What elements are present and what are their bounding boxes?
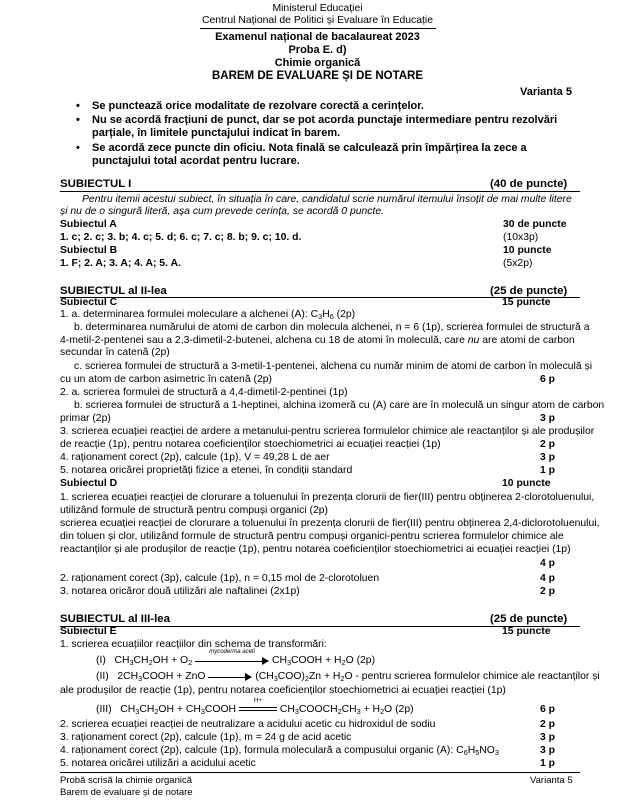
- c2a-line: 2. a. scrierea formulei de structură a 4,4-dimetil-2-pentinei (1p): [60, 387, 348, 398]
- s2c-title: Subiectul C: [60, 297, 118, 308]
- c4-line: 4. raționament corect (2p), calcule (1p), V = 49,28 L de aer: [60, 452, 330, 463]
- ministry-name: Ministerul Educației: [272, 3, 363, 14]
- e5-score: 1 p: [540, 758, 556, 769]
- s1-points: (40 de puncte): [490, 178, 568, 190]
- reaction-2-arrow-icon: [208, 671, 252, 681]
- exam-title: Examenul național de bacalaureat 2023: [215, 31, 420, 43]
- c3-line-1: 3. scrierea ecuației reacției de ardere a metanului-pentru scrierea formulelor chimice ale reactanților și ale produșilor: [60, 426, 595, 437]
- s1a-answers: 1. c; 2. c; 3. b; 4. c; 5. d; 6. c; 7. c; 8. b; 9. c; 10. d.: [60, 232, 302, 243]
- s2d-points: 10 puncte: [502, 478, 551, 489]
- s3e-points: 15 puncte: [502, 626, 551, 637]
- c2b-line-2: primar (2p): [60, 413, 111, 424]
- s1-note-1: Pentru itemii acestui subiect, în situația în care, candidatul scrie numărul itemului însoțit de mai multe litere: [82, 194, 572, 205]
- c1c-line-1: c. scrierea formulei de structură a 3-metil-1-pentenei, alchena cu număr minim de atomi de carbon în moleculă și: [74, 361, 593, 372]
- e3-score: 3 p: [540, 732, 556, 743]
- barem-title: BAREM DE EVALUARE ȘI DE NOTARE: [211, 70, 424, 82]
- d1-line-2: utilizând formule de structură pentru compuși organici (2p): [60, 505, 328, 516]
- subject-title: Chimie organică: [274, 57, 361, 69]
- s3-points: (25 de puncte): [490, 613, 568, 625]
- s3-title: SUBIECTUL al III-lea: [60, 613, 170, 625]
- s2-points: (25 de puncte): [490, 285, 568, 297]
- bullet-3: • Se acordă zece puncte din oficiu. Nota finală se calculează prin împărțirea la zece a: [76, 142, 527, 154]
- s1b-title: Subiectul B: [60, 245, 118, 256]
- c1-score: 6 p: [540, 374, 556, 385]
- s2d-title: Subiectul D: [60, 478, 118, 489]
- bullet-1: • Se punctează orice modalitate de rezolvare corectă a cerințelor.: [76, 100, 424, 112]
- c2b-line-1: b. scrierea formulei de structură a 1-heptinei, alchina izomeră cu (A) care are în moleculă un singur atom de carbon: [74, 400, 605, 411]
- s1-note-2: și nu de o singură literă, așa cum prevede cerința, se acordă 0 puncte.: [60, 206, 385, 217]
- footer-line-2: Barem de evaluare și de notare: [60, 787, 193, 798]
- reaction-3-left: $CH_3CH_2OH$ + $CH_3COOH$: [120, 704, 237, 716]
- bullet-2: • Nu se acordă fracțiuni de punct, dar se pot acorda punctaje intermediare pentru rezolvări: [76, 114, 558, 126]
- bullet-2-cont: parțiale, în limitele punctajului indicat în barem.: [92, 127, 341, 139]
- proba-title: Proba E. d): [288, 44, 347, 56]
- s1-divider: [60, 191, 580, 192]
- d1-line-5: reactanților și ale produșilor de reacție (1p), pentru notarea coeficienților stoechiometrici ai ecuației reacției (1p): [60, 544, 571, 555]
- e4-score: 3 p: [540, 745, 556, 756]
- c2-score: 3 p: [540, 413, 556, 424]
- center-name: Centrul Național de Politici și Evaluare în Educație: [201, 15, 434, 26]
- e4-line: 4. raționament corect (2p), calcule (1p), formula moleculară a compusului organic (A): $C_6H_5NO_3$: [60, 745, 499, 757]
- e5-line: 5. notarea oricărei utilizări a acidului acetic: [60, 758, 256, 769]
- c4-score: 3 p: [540, 452, 556, 463]
- footer-line-1: Probă scrisă la chimie organică: [60, 775, 193, 786]
- e1-score: 6 p: [540, 704, 556, 715]
- c1c-line-2: cu un atom de carbon asimetric în catenă (2p): [60, 374, 272, 385]
- d1-line-3: scrierea ecuației reacției de clorurare a toluenului în prezența clorurii de fier(III) pentru obținerea 2,4-diclorotoluenului,: [60, 518, 600, 529]
- c1b-line-2: 4-metil-2-pentenei sau a 2,3-dimetil-2-butenei, alchena cu 18 de atomi în moleculă, care nu are atomi de carbon: [60, 335, 575, 346]
- e2-line: 2. scrierea ecuației reacției de neutralizare a acidului acetic cu hidroxidul de sodiu: [60, 719, 436, 730]
- reaction-2-cont: ale produșilor de reacție (1p), pentru notarea coeficienților stoechiometrici ai ecuației reacției (1p): [60, 685, 506, 696]
- d2-score: 4 p: [540, 573, 556, 584]
- bullet-3-cont: punctajului total acordat pentru lucrare.: [92, 155, 300, 167]
- reaction-2-left: $2CH_3COOH$ + ZnO: [117, 671, 206, 683]
- reaction-1-left: $CH_3CH_2OH + O_2$: [114, 655, 193, 667]
- reaction-3-equilibrium-icon: H+: [239, 704, 277, 714]
- c1b-line-1: b. determinarea numărului de atomi de carbon din molecula alchenei, n = 6 (1p), scrierea formulei de structură a: [74, 322, 590, 333]
- d1-line-4: din toluen și clor, utilizând formule de structură pentru compuși organici-pentru scrierea formulelor chimice ale: [60, 531, 564, 542]
- c3-line-2: de reacție (1p), pentru notarea coeficienților stoechiometrici ai ecuației reacției (1p): [60, 439, 441, 450]
- header-divider: [200, 28, 436, 29]
- e2-score: 2 p: [540, 719, 556, 730]
- c3-score: 2 p: [540, 439, 556, 450]
- s1a-scoring: (10x3p): [503, 232, 539, 243]
- d1-line-1: 1. scrierea ecuației reacției de clorurare a toluenului în prezența clorurii de fier(III) pentru obținerea 2-clorotoluenului,: [60, 492, 595, 503]
- c5-score: 1 p: [540, 465, 556, 476]
- reaction-3: (III) $CH_3CH_2OH$ + $CH_3COOH$ H+ $CH_3COOCH_2CH_3 + H_2O$ (2p): [96, 698, 414, 716]
- s3e-title: Subiectul E: [60, 626, 117, 637]
- variant-label: Varianta 5: [520, 86, 572, 98]
- e1-line: 1. scrierea ecuațiilor reacțiilor din schema de transformări:: [60, 639, 327, 650]
- footer-variant: Varianta 5: [530, 775, 573, 786]
- s1b-scoring: (5x2p): [503, 258, 533, 269]
- s1b-points: 10 puncte: [503, 245, 552, 256]
- s2-title: SUBIECTUL al II-lea: [60, 285, 167, 297]
- c1b-line-3: secundar în catenă (2p): [60, 347, 170, 358]
- reaction-1-right: $CH_3COOH + H_2O$ (2p): [271, 655, 376, 667]
- d1-score: 4 p: [540, 558, 556, 569]
- reaction-2-right: $(CH_3COO)_2Zn + H_2O$ - pentru scrierea formulelor chimice ale reactanților și: [255, 671, 600, 683]
- c5-line: 5. notarea oricărei proprietăți fizice a etenei, în condiții standard: [60, 465, 353, 476]
- s1b-answers: 1. F; 2. A; 3. A; 4. A; 5. A.: [60, 258, 181, 269]
- d3-line: 3. notarea oricăror două utilizări ale naftalinei (2x1p): [60, 586, 300, 597]
- reaction-1-arrow-icon: mycoderma aceti: [195, 655, 269, 665]
- d3-score: 2 p: [540, 586, 556, 597]
- reaction-3-right: $CH_3COOCH_2CH_3 + H_2O$ (2p): [279, 704, 414, 716]
- s1-title: SUBIECTUL I: [60, 178, 132, 190]
- c1a-line: 1. a. determinarea formulei moleculare a alchenei (A): $C_3H_6$ (2p): [60, 309, 356, 321]
- d2-line: 2. raționament corect (3p), calcule (1p), n = 0,15 mol de 2-clorotoluen: [60, 573, 380, 584]
- s1a-title: Subiectul A: [60, 219, 117, 230]
- footer-divider: [60, 772, 580, 773]
- reaction-2: (II) $2CH_3COOH$ + ZnO $(CH_3COO)_2Zn + H_2O$ - pentru scrierea formulelor chimice ale reactanților și: [96, 671, 600, 683]
- e3-line: 3. raționament corect (2p), calcule (1p), m = 24 g de acid acetic: [60, 732, 352, 743]
- reaction-1: (I) $CH_3CH_2OH + O_2$ mycoderma aceti $CH_3COOH + H_2O$ (2p): [96, 649, 376, 667]
- s2c-points: 15 puncte: [502, 297, 551, 308]
- s1a-points: 30 de puncte: [503, 219, 567, 230]
